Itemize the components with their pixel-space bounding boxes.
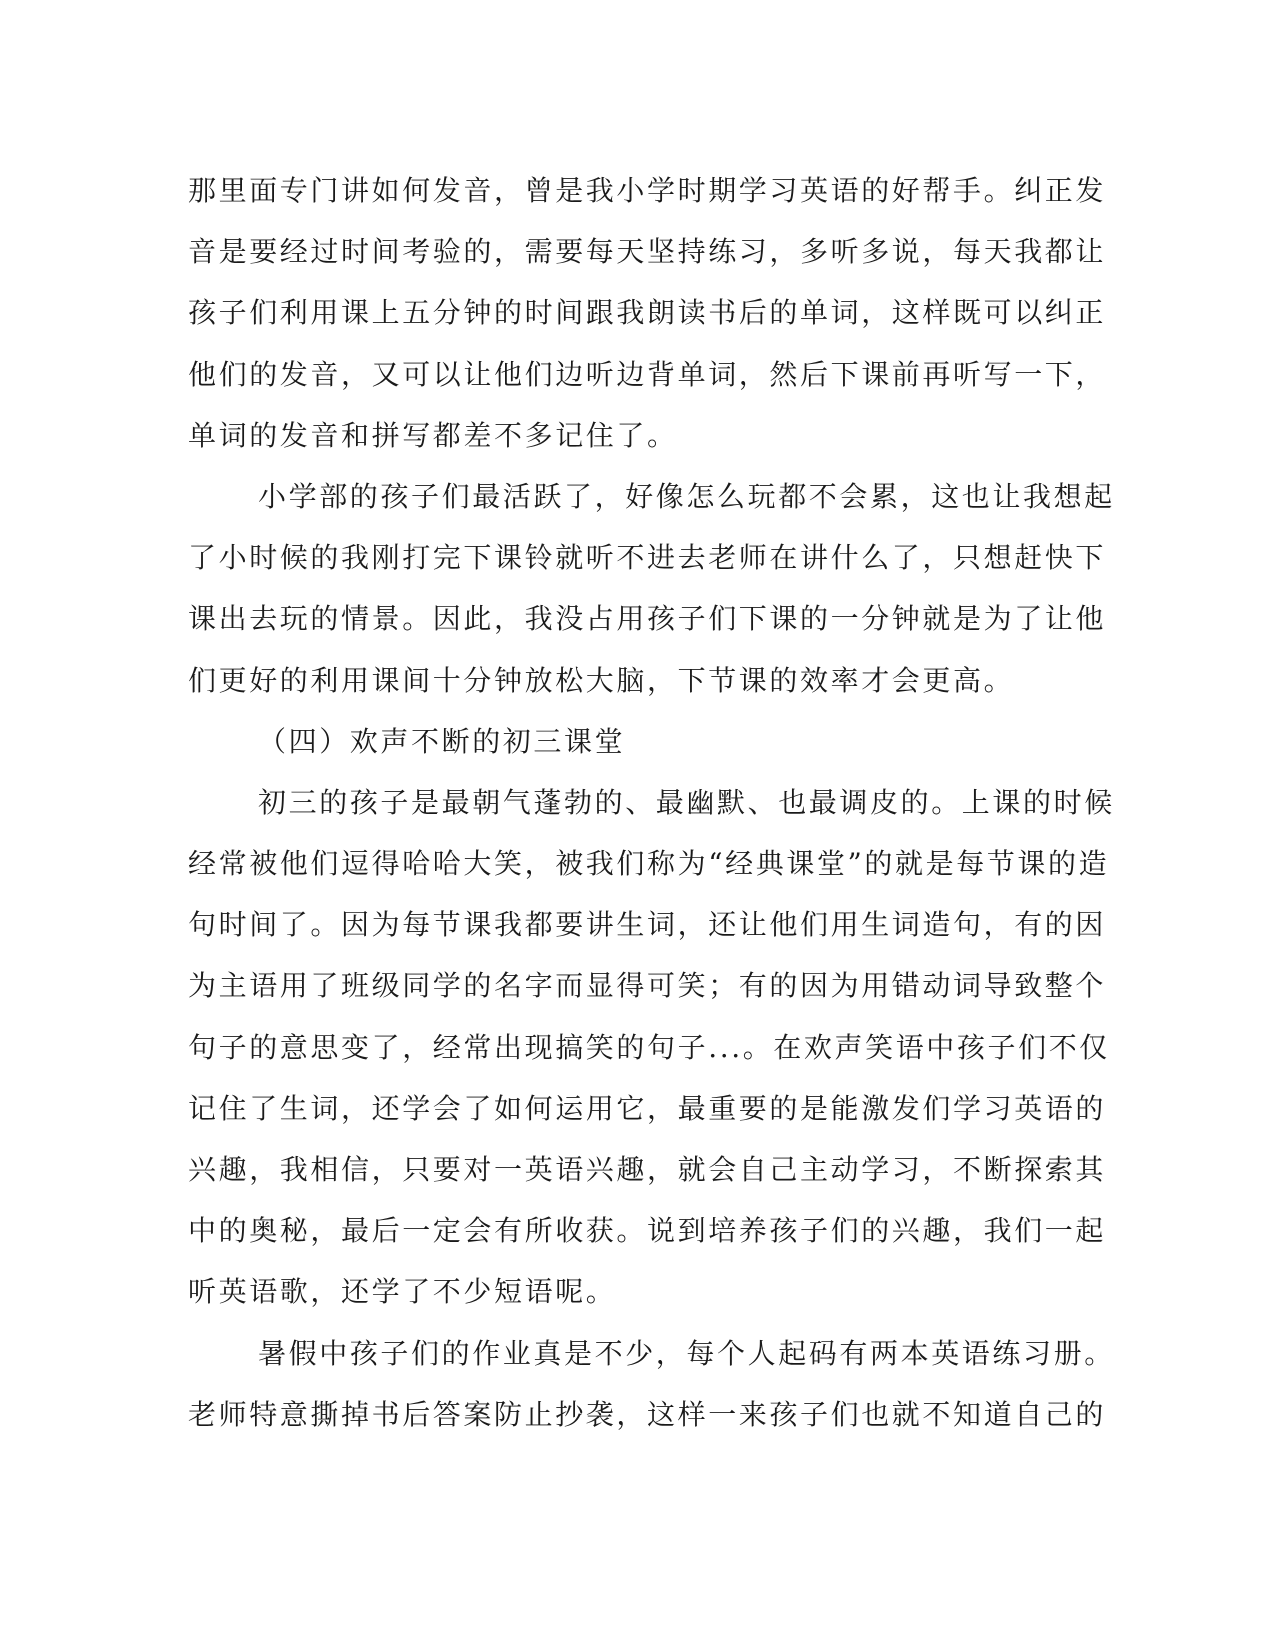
text-line: 课出去玩的情景。因此，我没占用孩子们下课的一分钟就是为了让他 [188,602,1107,636]
text-line: 音是要经过时间考验的，需要每天坚持练习，多听多说，每天我都让 [188,235,1107,269]
text-line: 听英语歌，还学了不少短语呢。 [188,1275,617,1309]
text-line: 了小时候的我刚打完下课铃就听不进去老师在讲什么了，只想赶快下 [188,541,1107,575]
text-line: 老师特意撕掉书后答案防止抄袭，这样一来孩子们也就不知道自己的 [188,1397,1107,1431]
text-line: 记住了生词，还学会了如何运用它，最重要的是能激发们学习英语的 [188,1091,1107,1125]
text-line: 经常被他们逗得哈哈大笑，被我们称为“经典课堂”的就是每节课的造 [188,847,1110,881]
text-line: 为主语用了班级同学的名字而显得可笑；有的因为用错动词导致整个 [188,969,1107,1003]
text-line: 孩子们利用课上五分钟的时间跟我朗读书后的单词，这样既可以纠正 [188,296,1107,330]
text-line: 单词的发音和拼写都差不多记住了。 [188,418,678,452]
text-line: 中的奥秘，最后一定会有所收获。说到培养孩子们的兴趣，我们一起 [188,1214,1107,1248]
text-line: 他们的发音，又可以让他们边听边背单词，然后下课前再听写一下， [188,357,1107,391]
text-line: 初三的孩子是最朝气蓬勃的、最幽默、也最调皮的。上课的时候 [258,785,1115,819]
text-line: 小学部的孩子们最活跃了，好像怎么玩都不会累，这也让我想起 [258,479,1115,513]
body-text [188,160,1115,1445]
text-line: 那里面专门讲如何发音，曾是我小学时期学习英语的好帮手。纠正发 [188,174,1107,207]
text-line: 句子的意思变了，经常出现搞笑的句子...。在欢声笑语中孩子们不仅 [188,1030,1110,1064]
text-line: 暑假中孩子们的作业真是不少，每个人起码有两本英语练习册。 [258,1336,1115,1370]
text-line: （四）欢声不断的初三课堂 [258,724,626,758]
text-line: 兴趣，我相信，只要对一英语兴趣，就会自己主动学习，不断探索其 [188,1153,1107,1186]
text-line: 句时间了。因为每节课我都要讲生词，还让他们用生词造句，有的因 [188,908,1107,942]
text-line: 们更好的利用课间十分钟放松大脑，下节课的效率才会更高。 [188,663,1015,697]
